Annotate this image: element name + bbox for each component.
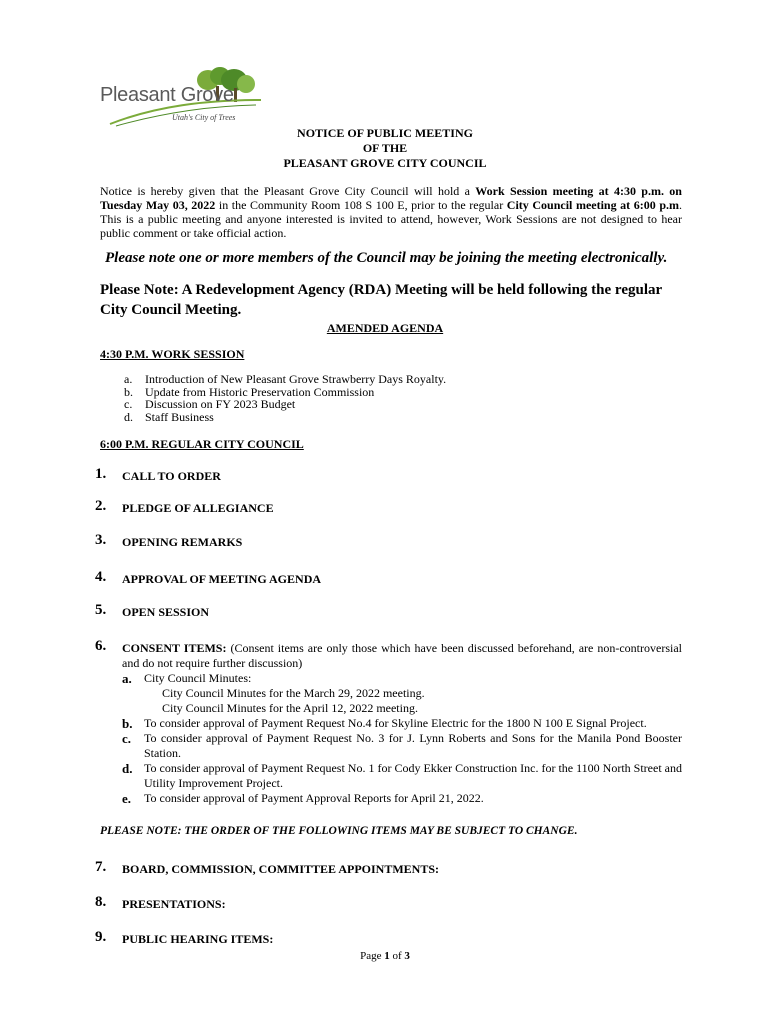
work-session-heading: 4:30 P.M. WORK SESSION: [100, 347, 245, 361]
item-number: 8.: [95, 894, 107, 910]
list-item: a. Introduction of New Pleasant Grove Strawberry Days Royalty.: [124, 372, 447, 386]
agenda-item: OPENING REMARKS: [122, 535, 243, 549]
agenda-item: CALL TO ORDER: [122, 469, 221, 483]
item-number: 4.: [95, 569, 107, 585]
rda-note: Please Note: A Redevelopment Agency (RDA) Meeting will be held following the regular City Council Meeting.: [100, 282, 662, 318]
item-number: 9.: [95, 929, 107, 945]
agenda-item: PLEDGE OF ALLEGIANCE: [122, 501, 274, 515]
consent-items: [122, 641, 682, 806]
item-number: 6.: [95, 638, 107, 654]
agenda-item: PUBLIC HEARING ITEMS:: [122, 932, 274, 946]
consent-description: CONSENT ITEMS: (Consent items are only those which have been discussed beforehand, are non-controversial and do not require further discussion): [122, 641, 682, 670]
order-change-note: PLEASE NOTE: THE ORDER OF THE FOLLOWING ITEMS MAY BE SUBJECT TO CHANGE.: [100, 825, 578, 837]
list-item: e. To consider approval of Payment Approval Reports for April 21, 2022.: [122, 791, 484, 806]
list-item: c. To consider approval of Payment Request No. 3 for J. Lynn Roberts and Sons for the Manila Pond Booster Station.: [122, 731, 682, 760]
list-item: d. Staff Business: [124, 409, 214, 424]
page-number: Page 1 of 3: [360, 950, 410, 962]
logo-name: Pleasant Grove: [100, 84, 234, 106]
title-line-1: NOTICE OF PUBLIC MEETING: [297, 126, 473, 140]
item-number: 3.: [95, 532, 107, 548]
item-number: 5.: [95, 602, 107, 618]
item-number: 1.: [95, 466, 107, 482]
agenda-item: BOARD, COMMISSION, COMMITTEE APPOINTMENTS:: [122, 862, 440, 876]
list-item: b. To consider approval of Payment Request No.4 for Skyline Electric for the 1800 N 100 E Signal Project.: [122, 716, 647, 731]
notice-paragraph: Notice is hereby given that the Pleasant Grove City Council will hold a Work Session meeting at 4:30 p.m. on Tuesday May 03, 2022 in the Community Room 108 S 100 E, prior to the regular City Council meeting at 6:00 p.m. This is a public meeting and anyone interested is invited to attend, however, Work Sessions are not designed to hear public comment or take official action.: [100, 184, 682, 240]
regular-session-heading: 6:00 P.M. REGULAR CITY COUNCIL: [100, 437, 304, 451]
agenda-item: PRESENTATIONS:: [122, 897, 226, 911]
minutes-line: City Council Minutes for the March 29, 2022 meeting.: [162, 686, 425, 700]
agenda-item: OPEN SESSION: [122, 605, 210, 619]
minutes-line: City Council Minutes for the April 12, 2022 meeting.: [162, 701, 418, 715]
list-item: a. City Council Minutes:: [122, 671, 252, 686]
logo-tagline: Utah's City of Trees: [172, 113, 236, 122]
electronic-note: Please note one or more members of the Council may be joining the meeting electronically.: [105, 250, 668, 266]
work-session-list: [124, 373, 544, 423]
list-item: b. Update from Historic Preservation Commission: [124, 384, 375, 399]
item-number: 7.: [95, 859, 107, 875]
amended-agenda-heading: AMENDED AGENDA: [326, 321, 444, 335]
agenda-item: APPROVAL OF MEETING AGENDA: [122, 572, 322, 586]
title-line-2: OF THE: [362, 141, 408, 155]
item-number: 2.: [95, 498, 107, 514]
list-item: d. To consider approval of Payment Request No. 1 for Cody Ekker Construction Inc. for the 1100 North Street and Utility Improvement Project.: [122, 761, 682, 790]
title-line-3: PLEASANT GROVE CITY COUNCIL: [283, 156, 487, 170]
list-item: c. Discussion on FY 2023 Budget: [124, 397, 296, 411]
